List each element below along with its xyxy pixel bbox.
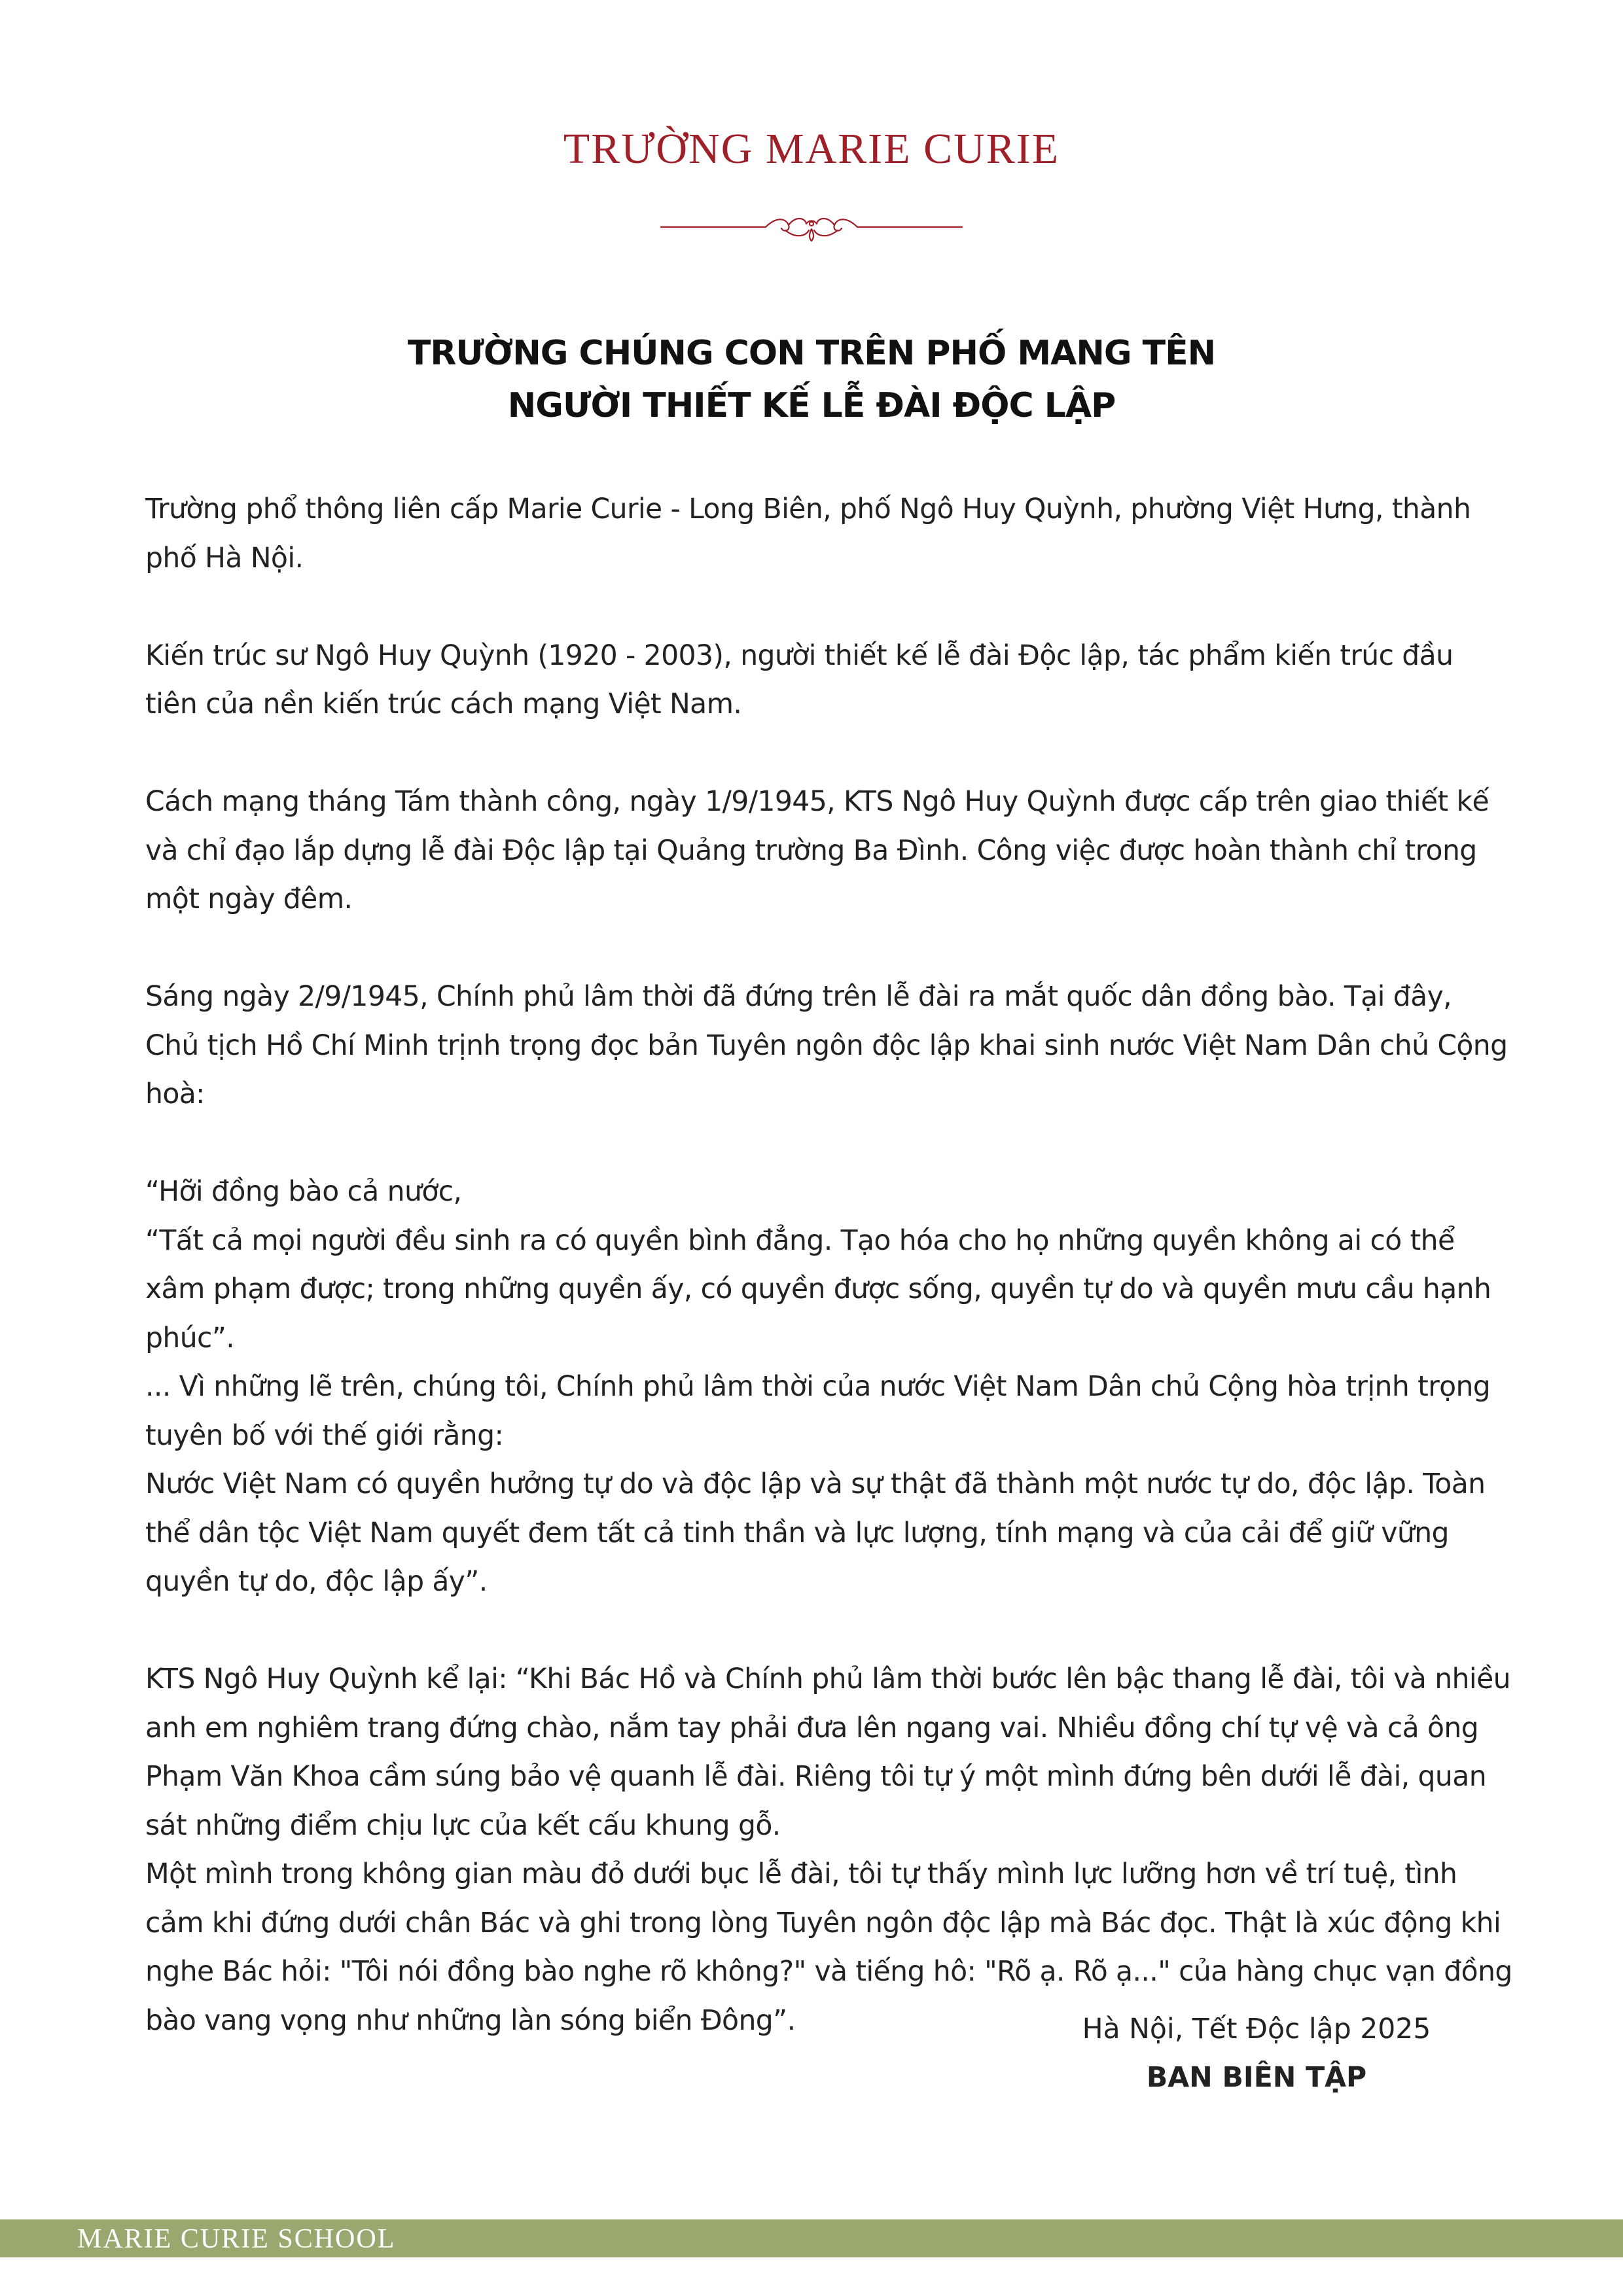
signature-author: BAN BIÊN TẬP [1146, 2062, 1367, 2094]
paragraph-1: Trường phổ thông liên cấp Marie Curie - Long Biên, phố Ngô Huy Quỳnh, phường Việt Hưng, thành phố Hà Nội. [145, 493, 1471, 574]
article-body [145, 486, 1513, 2045]
paragraph-2: Kiến trúc sư Ngô Huy Quỳnh (1920 - 2003), người thiết kế lễ đài Độc lập, tác phẩm kiến trúc đầu tiên của nền kiến trúc cách mạng Việt Nam. [145, 639, 1454, 720]
school-name: TRƯỜNG MARIE CURIE [563, 125, 1060, 173]
quote-line-4: Nước Việt Nam có quyền hưởng tự do và độc lập và sự thật đã thành một nước tự do, độc lập. Toàn thể dân tộc Việt Nam quyết đem tất cả tinh thần và lực lượng, tính mạng và của cải để giữ vững quyền tự do, độc lập ấy”. [145, 1468, 1486, 1598]
article-title [0, 327, 1623, 432]
quote-line-3: ... Vì những lẽ trên, chúng tôi, Chính phủ lâm thời của nước Việt Nam Dân chủ Cộng hòa trịnh trọng tuyên bố với thế giới rằng: [145, 1371, 1491, 1452]
paragraph-6: Một mình trong không gian màu đỏ dưới bục lễ đài, tôi tự thấy mình lực lưỡng hơn về trí tuệ, tình cảm khi đứng dưới chân Bác và ghi trong lòng Tuyên ngôn độc lập mà Bác đọc. Thật là xúc động khi nghe Bác hỏi: "Tôi nói đồng bào nghe rõ không?" và tiếng hô: "Rõ ạ. Rõ ạ..." của hàng chục vạn đồng bào vang vọng như những làn sóng biển Đông”. [145, 1858, 1512, 2037]
signature-place-date: Hà Nội, Tết Độc lập 2025 [1082, 2013, 1431, 2045]
footer-bar [0, 2219, 1623, 2257]
page-header [0, 125, 1623, 173]
quote-line-2: “Tất cả mọi người đều sinh ra có quyền bình đẳng. Tạo hóa cho họ những quyền không ai có thể xâm phạm được; trong những quyền ấy, có quyền được sống, quyền tự do và quyền mưu cầu hạnh phúc”. [145, 1224, 1491, 1354]
paragraph-3: Cách mạng tháng Tám thành công, ngày 1/9/1945, KTS Ngô Huy Quỳnh được cấp trên giao thiết kế và chỉ đạo lắp dựng lễ đài Độc lập tại Quảng trường Ba Đình. Công việc được hoàn thành chỉ trong một ngày đêm. [145, 786, 1489, 915]
paragraph-4: Sáng ngày 2/9/1945, Chính phủ lâm thời đã đứng trên lễ đài ra mắt quốc dân đồng bào. Tại đây, Chủ tịch Hồ Chí Minh trịnh trọng đọc bản Tuyên ngôn độc lập khai sinh nước Việt Nam Dân chủ Cộng hoà: [145, 981, 1508, 1110]
title-line-1: TRƯỜNG CHÚNG CON TRÊN PHỐ MANG TÊN [407, 334, 1216, 373]
title-line-2: NGƯỜI THIẾT KẾ LỄ ĐÀI ĐỘC LẬP [507, 386, 1116, 425]
signature-block [982, 2005, 1531, 2102]
quote-line-1: “Hỡi đồng bào cả nước, [145, 1176, 462, 1208]
paragraph-5: KTS Ngô Huy Quỳnh kể lại: “Khi Bác Hồ và Chính phủ lâm thời bước lên bậc thang lễ đài, tôi và nhiều anh em nghiêm trang đứng chào, nắm tay phải đưa lên ngang vai. Nhiều đồng chí tự vệ và cả ông Phạm Văn Khoa cầm súng bảo vệ quanh lễ đài. Riêng tôi tự ý một mình đứng bên dưới lễ đài, quan sát những điểm chịu lực của kết cấu khung gỗ. [145, 1663, 1510, 1842]
footer-school-name: MARIE CURIE SCHOOL [77, 2224, 396, 2254]
ornament-divider-icon [654, 211, 969, 243]
